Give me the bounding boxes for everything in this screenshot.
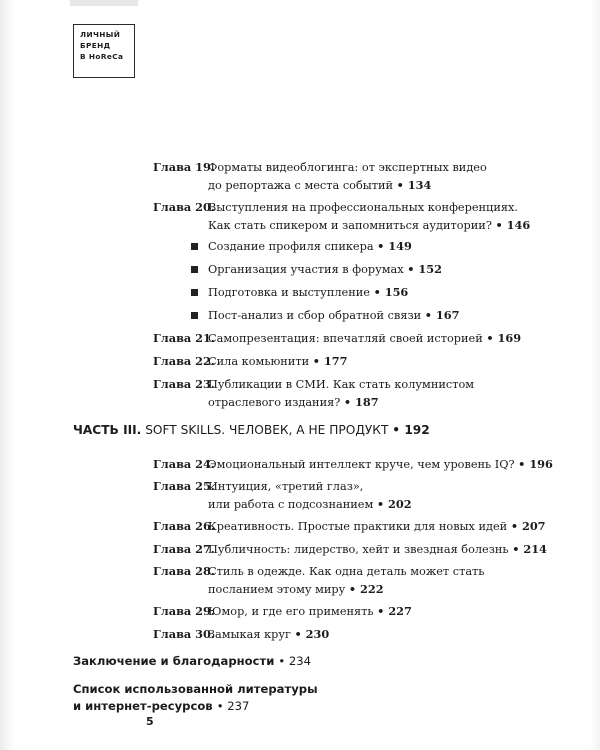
chapter-title-line: Форматы видеоблогинга: от экспертных видео [208,161,487,174]
page-ref: • 134 [396,178,432,192]
chapter-label: Глава 25. [153,479,215,493]
square-bullet-icon [191,266,198,273]
page-ref: • 202 [376,497,412,511]
chapter-title-line: Сила комьюнити [208,355,310,368]
page-ref: • 177 [312,354,348,368]
chapter-title-line: Самопрезентация: впечатляй своей историей [208,332,483,345]
part-label: ЧАСТЬ III. [73,423,142,437]
chapter-label: Глава 22. [153,354,215,368]
page-edge-shadow-right [590,0,600,750]
toc-part-3[interactable] [73,421,430,440]
subitem-title: Пост-анализ и сбор обратной связи [208,309,422,322]
toc-closing[interactable] [73,653,311,670]
part-title: SOFT SKILLS. ЧЕЛОВЕК, А НЕ ПРОДУКТ [145,423,389,437]
chapter-title-line: или работа с подсознанием [208,498,374,511]
brand-line: В HoReCa [80,52,124,61]
page-ref: • 237 [216,699,250,713]
references-title-line: и интернет-ресурсов [73,699,213,713]
page-ref: • 149 [377,239,412,253]
subitem-title: Создание профиля спикера [208,240,374,253]
page-ref: • 230 [294,627,330,641]
page-ref: • 192 [392,423,430,437]
chapter-label: Глава 29. [153,604,215,618]
chapter-label: Глава 20. [153,200,215,214]
chapter-title-line: Публичность: лидерство, хейт и звездная болезнь [208,543,509,556]
chapter-title-line: Стиль в одежде. Как одна деталь может стать [208,565,485,578]
chapter-title-line: Замыкая круг [208,628,291,641]
chapter-title-line: Интуиция, «третий глаз», [208,480,364,493]
page-ref: • 156 [373,285,409,299]
page-edge-shadow-left [0,0,14,750]
page-number: 5 [146,715,154,728]
chapter-title-line: Эмоциональный интеллект круче, чем уровень IQ? [208,458,515,471]
page-ref: • 169 [486,331,522,345]
closing-title: Заключение и благодарности [73,654,275,668]
chapter-label: Глава 21. [153,331,215,345]
page-ref: • 227 [377,604,412,618]
chapter-title-line: Как стать спикером и запомниться аудитории? [208,219,492,232]
toc-references-cont[interactable] [73,698,249,715]
chapter-label: Глава 24. [153,457,215,471]
chapter-title-line: до репортажа с места событий [208,179,394,192]
square-bullet-icon [191,312,198,319]
brand-label-box [73,24,135,78]
chapter-label: Глава 27. [153,542,215,556]
page-ref: • 222 [348,582,384,596]
chapter-title-line: отраслевого издания? [208,396,341,409]
page-ref: • 214 [512,542,547,556]
page-ref: • 196 [518,457,553,471]
brand-line: ЛИЧНЫЙ [80,30,121,39]
subitem-title: Подготовка и выступление [208,286,370,299]
chapter-title-line: Юмор, и где его применять [208,605,374,618]
page-ref: • 234 [278,654,312,668]
chapter-title-line: Выступления на профессиональных конференциях. [208,201,518,214]
page-ref: • 146 [495,218,531,232]
brand-tab [70,0,138,6]
chapter-title-line: посланием этому миру [208,583,346,596]
square-bullet-icon [191,289,198,296]
square-bullet-icon [191,243,198,250]
page-ref: • 207 [510,519,546,533]
subitem-title: Организация участия в форумах [208,263,404,276]
chapter-label: Глава 26. [153,519,215,533]
page-ref: • 167 [424,308,460,322]
chapter-title-line: Креативность. Простые практики для новых идей [208,520,508,533]
chapter-label: Глава 30. [153,627,215,641]
references-title-line: Список использованной литературы [73,682,318,696]
chapter-label: Глава 23. [153,377,215,391]
page-ref: • 187 [343,395,379,409]
chapter-label: Глава 19. [153,160,215,174]
chapter-label: Глава 28. [153,564,215,578]
page-ref: • 152 [407,262,442,276]
toc-references[interactable] [73,681,318,698]
brand-line: БРЕНД [80,41,111,50]
chapter-title-line: Публикации в СМИ. Как стать колумнистом [208,378,475,391]
